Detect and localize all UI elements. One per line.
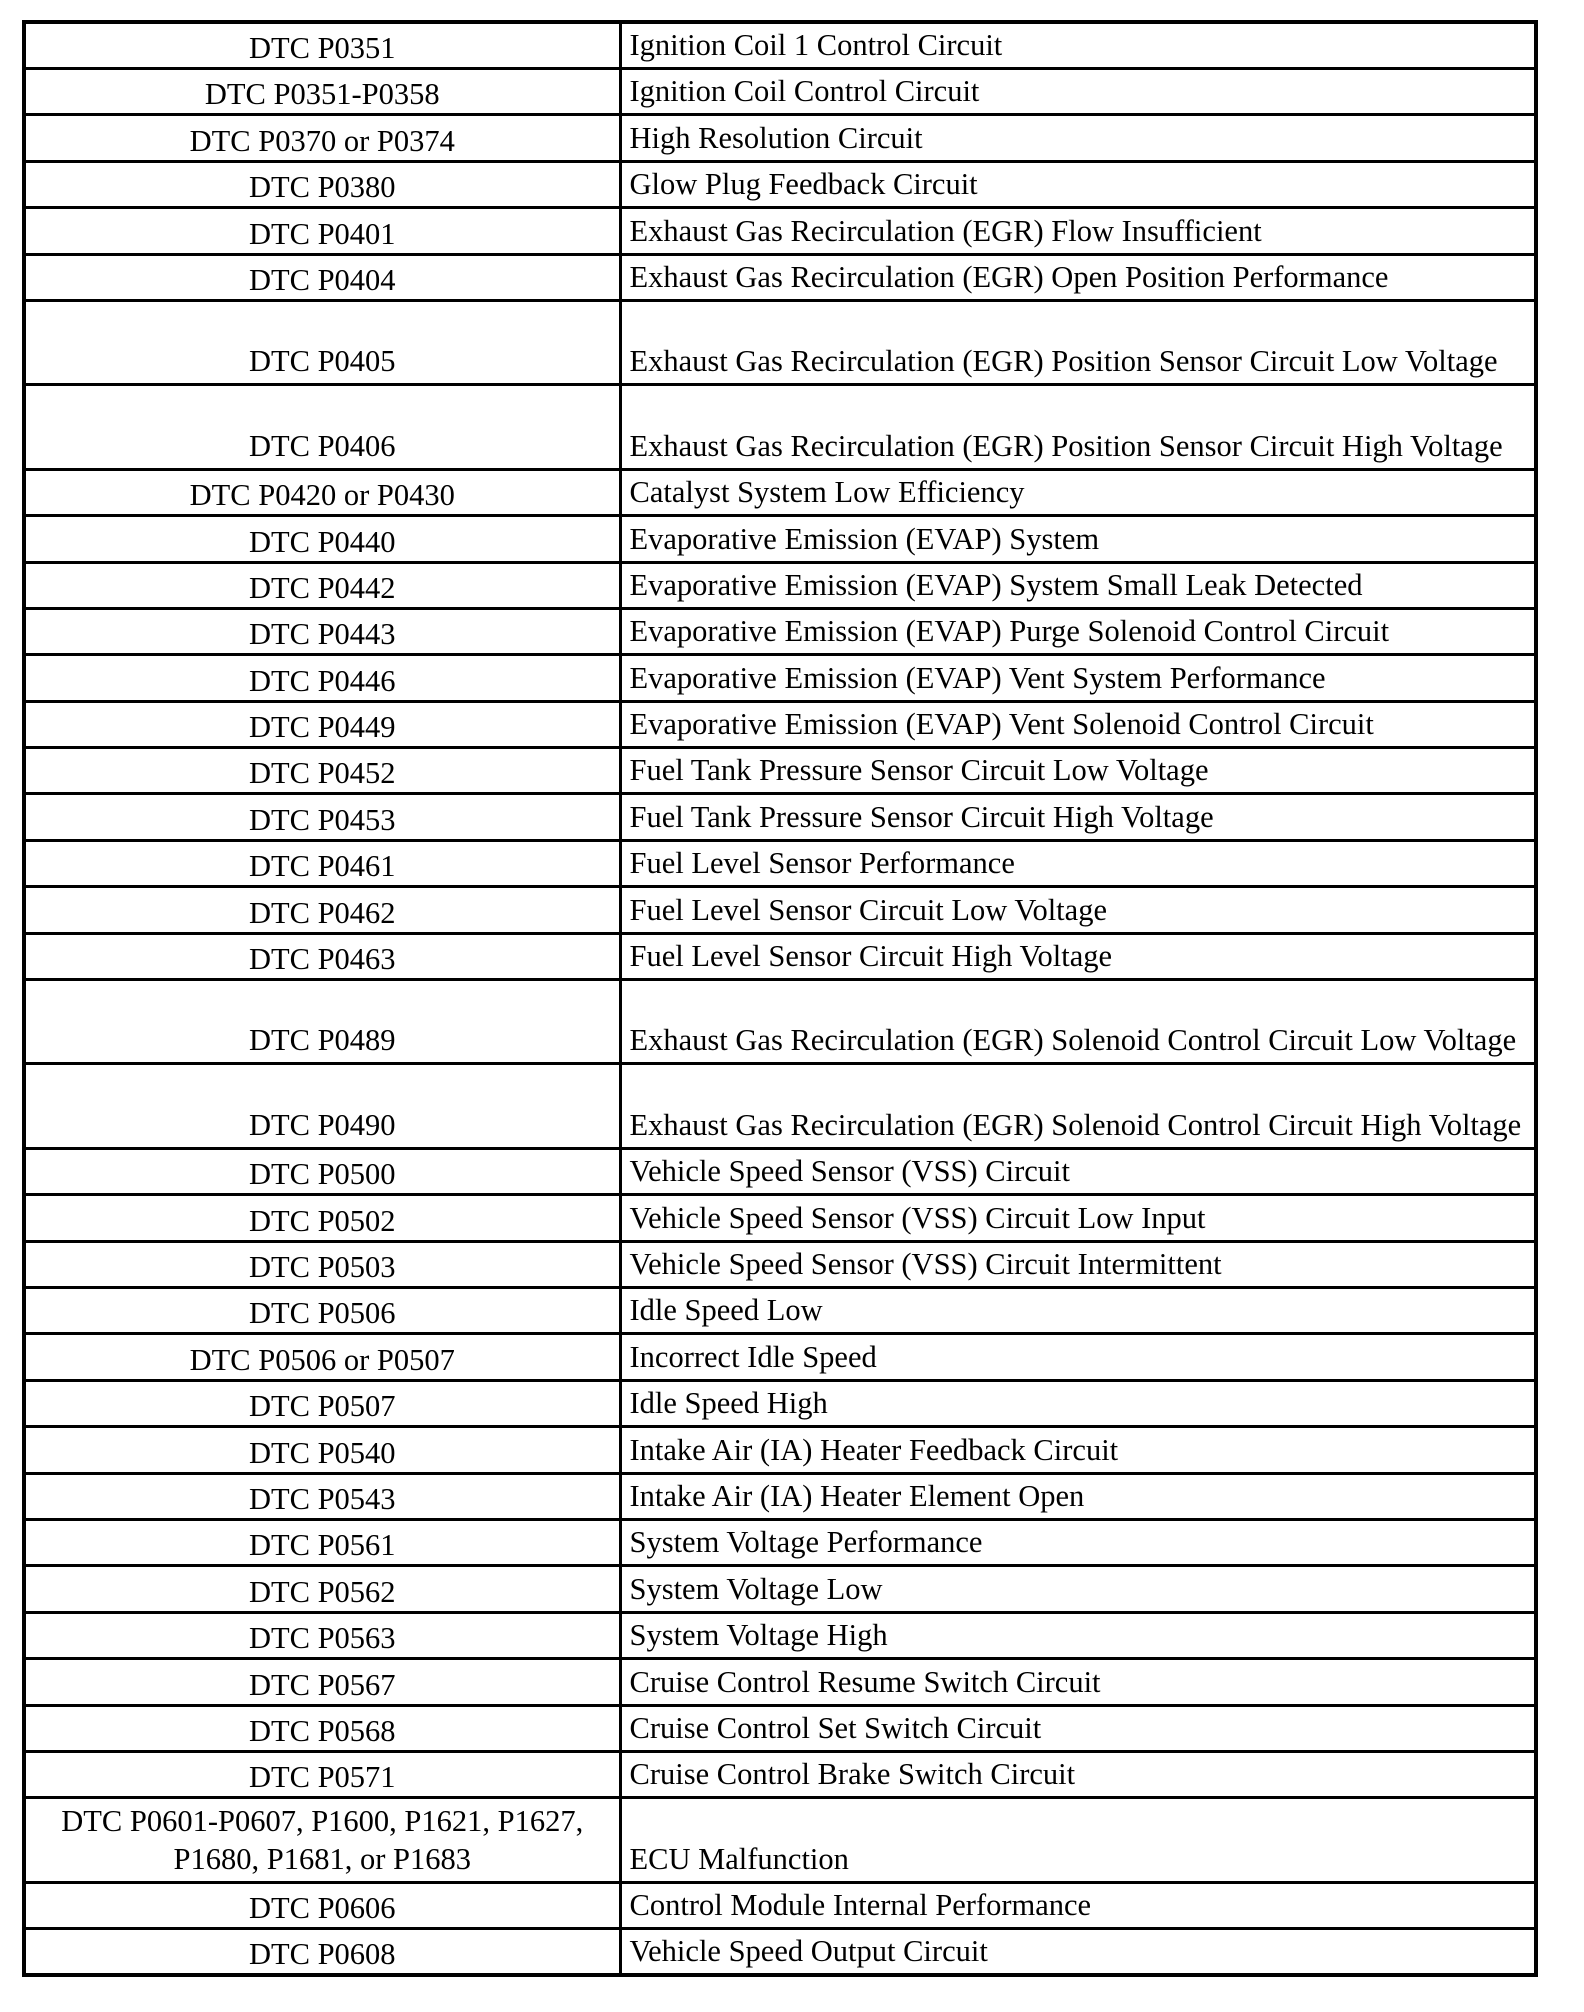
- dtc-code-cell: DTC P0503: [24, 1241, 620, 1287]
- dtc-code-cell: DTC P0500: [24, 1148, 620, 1194]
- dtc-description-cell: Fuel Level Sensor Circuit High Voltage: [620, 933, 1536, 979]
- dtc-code-cell: DTC P0507: [24, 1380, 620, 1426]
- dtc-description-cell: Vehicle Speed Sensor (VSS) Circuit Intermittent: [620, 1241, 1536, 1287]
- table-row: [24, 1287, 1536, 1333]
- table-row: [24, 608, 1536, 654]
- dtc-description-cell: System Voltage Low: [620, 1566, 1536, 1612]
- table-row: [24, 562, 1536, 608]
- dtc-description-cell: Ignition Coil Control Circuit: [620, 69, 1536, 115]
- dtc-description-cell: Vehicle Speed Sensor (VSS) Circuit: [620, 1148, 1536, 1194]
- table-row: [24, 1659, 1536, 1705]
- dtc-description-cell: Exhaust Gas Recirculation (EGR) Flow Insufficient: [620, 208, 1536, 254]
- dtc-description-cell: High Resolution Circuit: [620, 115, 1536, 161]
- table-row: [24, 1566, 1536, 1612]
- dtc-description-cell: Cruise Control Brake Switch Circuit: [620, 1751, 1536, 1797]
- dtc-code-cell: DTC P0543: [24, 1473, 620, 1519]
- dtc-code-cell: DTC P0489: [24, 980, 620, 1064]
- dtc-description-cell: Catalyst System Low Efficiency: [620, 469, 1536, 515]
- dtc-description-cell: Cruise Control Set Switch Circuit: [620, 1705, 1536, 1751]
- dtc-description-cell: Evaporative Emission (EVAP) Vent Solenoid Control Circuit: [620, 701, 1536, 747]
- dtc-description-cell: Cruise Control Resume Switch Circuit: [620, 1659, 1536, 1705]
- table-row: [24, 115, 1536, 161]
- table-row: [24, 1612, 1536, 1658]
- dtc-code-cell: DTC P0562: [24, 1566, 620, 1612]
- dtc-description-cell: Intake Air (IA) Heater Element Open: [620, 1473, 1536, 1519]
- dtc-code-cell: DTC P0601-P0607, P1600, P1621, P1627, P1680, P1681, or P1683: [24, 1798, 620, 1882]
- table-row: [24, 1705, 1536, 1751]
- dtc-code-cell: DTC P0443: [24, 608, 620, 654]
- table-row: [24, 1334, 1536, 1380]
- table-row: [24, 469, 1536, 515]
- table-row: [24, 794, 1536, 840]
- dtc-code-cell: DTC P0608: [24, 1929, 620, 1976]
- dtc-code-cell: DTC P0462: [24, 887, 620, 933]
- dtc-description-cell: System Voltage Performance: [620, 1519, 1536, 1565]
- dtc-code-cell: DTC P0449: [24, 701, 620, 747]
- dtc-description-cell: System Voltage High: [620, 1612, 1536, 1658]
- dtc-code-cell: DTC P0370 or P0374: [24, 115, 620, 161]
- table-row: [24, 701, 1536, 747]
- dtc-code-cell: DTC P0380: [24, 161, 620, 207]
- table-row: [24, 161, 1536, 207]
- dtc-code-cell: DTC P0490: [24, 1064, 620, 1148]
- dtc-code-cell: DTC P0405: [24, 300, 620, 384]
- table-row: [24, 1473, 1536, 1519]
- table-row: [24, 748, 1536, 794]
- dtc-description-cell: Idle Speed High: [620, 1380, 1536, 1426]
- dtc-description-cell: Exhaust Gas Recirculation (EGR) Solenoid Control Circuit Low Voltage: [620, 980, 1536, 1064]
- dtc-code-cell: DTC P0406: [24, 385, 620, 469]
- dtc-description-cell: ECU Malfunction: [620, 1798, 1536, 1882]
- dtc-code-cell: DTC P0351: [24, 22, 620, 69]
- dtc-code-cell: DTC P0506 or P0507: [24, 1334, 620, 1380]
- dtc-code-cell: DTC P0420 or P0430: [24, 469, 620, 515]
- dtc-code-cell: DTC P0561: [24, 1519, 620, 1565]
- dtc-code-cell: DTC P0452: [24, 748, 620, 794]
- dtc-code-cell: DTC P0463: [24, 933, 620, 979]
- dtc-description-cell: Vehicle Speed Sensor (VSS) Circuit Low Input: [620, 1195, 1536, 1241]
- dtc-code-cell: DTC P0540: [24, 1427, 620, 1473]
- dtc-description-cell: Evaporative Emission (EVAP) Vent System Performance: [620, 655, 1536, 701]
- dtc-table: [22, 20, 1538, 1977]
- dtc-description-cell: Fuel Level Sensor Circuit Low Voltage: [620, 887, 1536, 933]
- dtc-description-cell: Exhaust Gas Recirculation (EGR) Open Position Performance: [620, 254, 1536, 300]
- dtc-code-cell: DTC P0453: [24, 794, 620, 840]
- dtc-code-cell: DTC P0442: [24, 562, 620, 608]
- dtc-code-cell: DTC P0401: [24, 208, 620, 254]
- table-row: [24, 1148, 1536, 1194]
- dtc-description-cell: Idle Speed Low: [620, 1287, 1536, 1333]
- dtc-description-cell: Incorrect Idle Speed: [620, 1334, 1536, 1380]
- table-row: [24, 1929, 1536, 1976]
- dtc-description-cell: Ignition Coil 1 Control Circuit: [620, 22, 1536, 69]
- dtc-description-cell: Exhaust Gas Recirculation (EGR) Position Sensor Circuit High Voltage: [620, 385, 1536, 469]
- dtc-code-cell: DTC P0571: [24, 1751, 620, 1797]
- table-row: [24, 300, 1536, 384]
- dtc-description-cell: Evaporative Emission (EVAP) System Small Leak Detected: [620, 562, 1536, 608]
- dtc-code-cell: DTC P0563: [24, 1612, 620, 1658]
- dtc-description-cell: Control Module Internal Performance: [620, 1882, 1536, 1928]
- dtc-code-cell: DTC P0446: [24, 655, 620, 701]
- table-row: [24, 69, 1536, 115]
- dtc-description-cell: Intake Air (IA) Heater Feedback Circuit: [620, 1427, 1536, 1473]
- dtc-description-cell: Fuel Tank Pressure Sensor Circuit Low Voltage: [620, 748, 1536, 794]
- dtc-description-cell: Evaporative Emission (EVAP) System: [620, 516, 1536, 562]
- dtc-description-cell: Evaporative Emission (EVAP) Purge Solenoid Control Circuit: [620, 608, 1536, 654]
- table-row: [24, 1751, 1536, 1797]
- table-row: [24, 655, 1536, 701]
- dtc-code-cell: DTC P0502: [24, 1195, 620, 1241]
- dtc-description-cell: Vehicle Speed Output Circuit: [620, 1929, 1536, 1976]
- table-row: [24, 1519, 1536, 1565]
- table-row: [24, 1427, 1536, 1473]
- dtc-description-cell: Exhaust Gas Recirculation (EGR) Position Sensor Circuit Low Voltage: [620, 300, 1536, 384]
- dtc-code-cell: DTC P0568: [24, 1705, 620, 1751]
- table-row: [24, 1195, 1536, 1241]
- table-row: [24, 254, 1536, 300]
- dtc-description-cell: Exhaust Gas Recirculation (EGR) Solenoid Control Circuit High Voltage: [620, 1064, 1536, 1148]
- dtc-description-cell: Fuel Level Sensor Performance: [620, 840, 1536, 886]
- dtc-description-cell: Glow Plug Feedback Circuit: [620, 161, 1536, 207]
- dtc-code-cell: DTC P0606: [24, 1882, 620, 1928]
- table-row: [24, 1064, 1536, 1148]
- table-row: [24, 208, 1536, 254]
- table-row: [24, 516, 1536, 562]
- table-row: [24, 22, 1536, 69]
- dtc-code-cell: DTC P0461: [24, 840, 620, 886]
- dtc-code-cell: DTC P0440: [24, 516, 620, 562]
- table-row: [24, 385, 1536, 469]
- dtc-code-cell: DTC P0404: [24, 254, 620, 300]
- dtc-code-cell: DTC P0351-P0358: [24, 69, 620, 115]
- dtc-code-cell: DTC P0506: [24, 1287, 620, 1333]
- table-row: [24, 1241, 1536, 1287]
- table-row: [24, 1380, 1536, 1426]
- table-row: [24, 933, 1536, 979]
- dtc-code-cell: DTC P0567: [24, 1659, 620, 1705]
- table-row: [24, 1882, 1536, 1928]
- dtc-description-cell: Fuel Tank Pressure Sensor Circuit High Voltage: [620, 794, 1536, 840]
- table-row: [24, 1798, 1536, 1882]
- table-row: [24, 980, 1536, 1064]
- table-row: [24, 887, 1536, 933]
- table-row: [24, 840, 1536, 886]
